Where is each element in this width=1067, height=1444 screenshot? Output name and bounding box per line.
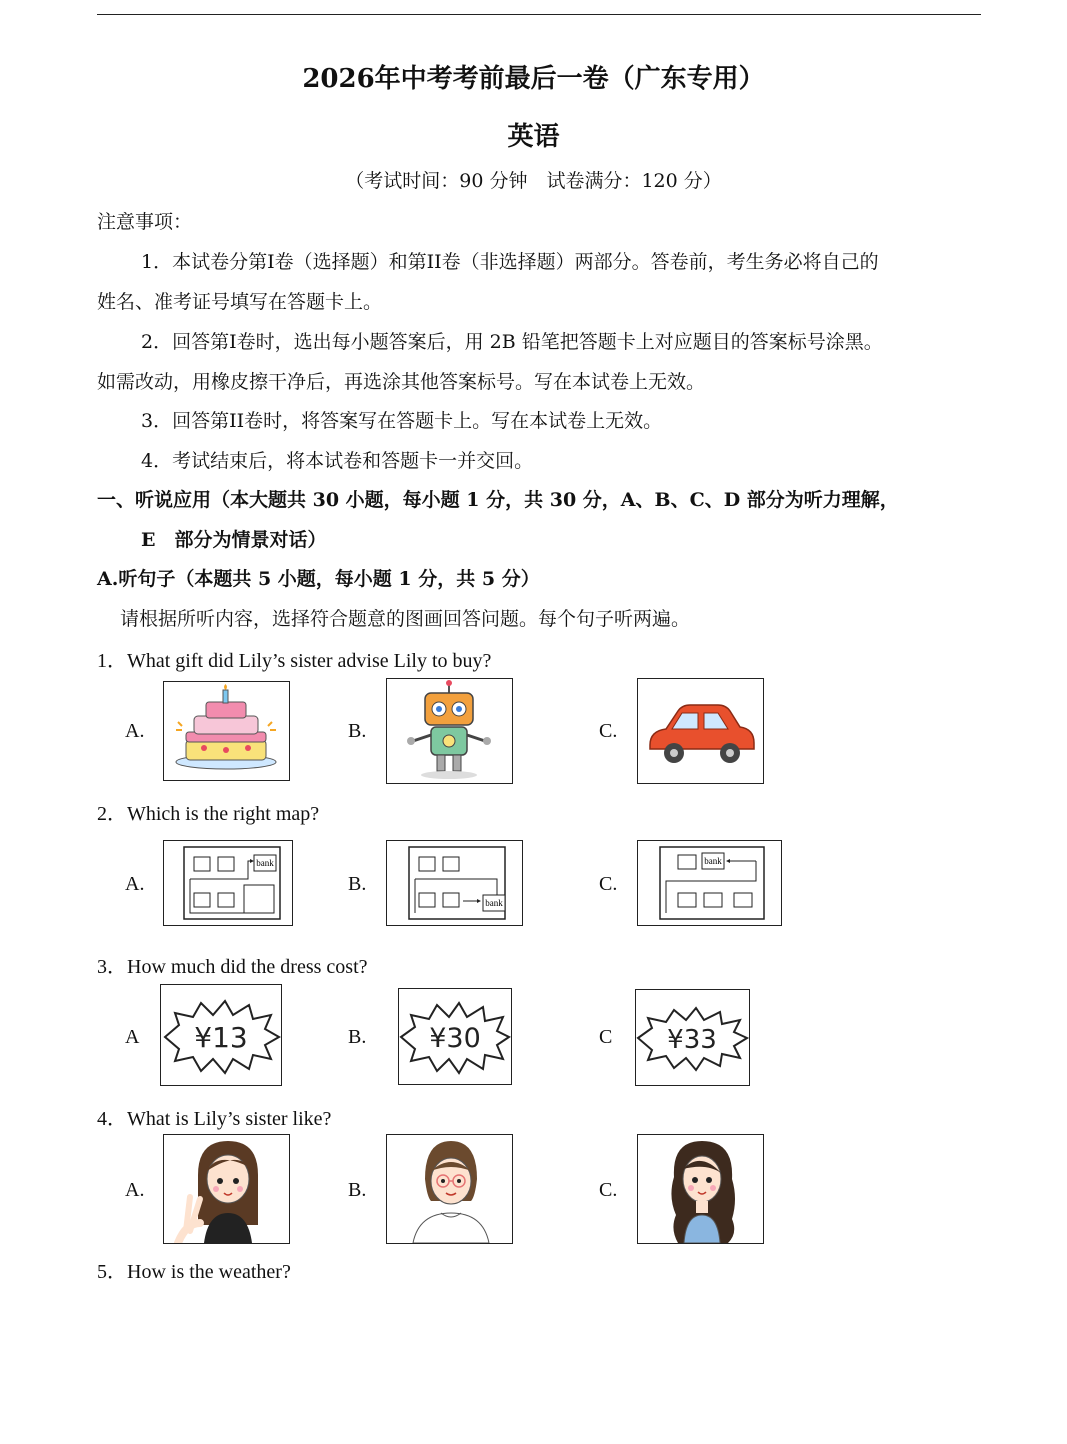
notice-item-4: 4．考试结束后，将本试卷和答题卡一并交回。 (141, 450, 534, 472)
notice-item-2: 2．回答第I卷时，选出每小题答案后，用 2B 铅笔把答题卡上对应题目的答案标号涂黑。 (141, 331, 883, 353)
q1-option-c-label: C. (599, 720, 618, 742)
section-1-heading: 一、听说应用（本大题共 30 小题，每小题 1 分，共 30 分，A、B、C、D 部分为听力理解， (97, 489, 899, 511)
q3-option-a-image[interactable] (160, 984, 282, 1086)
q2-option-c-label: C. (599, 873, 618, 895)
question-2: 2．Which is the right map? (97, 803, 320, 825)
map-a-icon (164, 841, 292, 925)
price-burst-icon (636, 990, 749, 1085)
question-5: 5．How is the weather? (97, 1261, 291, 1283)
price-burst-icon (399, 989, 511, 1084)
price-burst-icon (161, 985, 281, 1085)
notice-item-3: 3．回答第II卷时，将答案写在答题卡上。写在本试卷上无效。 (141, 410, 663, 432)
notice-item-1-cont: 姓名、准考证号填写在答题卡上。 (97, 291, 383, 313)
question-3: 3．How much did the dress cost? (97, 956, 368, 978)
question-1: 1．What gift did Lily’s sister advise Lily to buy? (97, 650, 492, 672)
price-label: ¥13 (194, 1021, 248, 1054)
q2-option-a-image[interactable] (163, 840, 293, 926)
q1-option-b-label: B. (348, 720, 367, 742)
q1-option-a-image[interactable] (163, 681, 290, 781)
birthday-cake-icon (164, 682, 289, 780)
price-label: ¥30 (429, 1023, 481, 1054)
notice-item-2-cont: 如需改动，用橡皮擦干净后，再选涂其他答案标号。写在本试卷上无效。 (97, 371, 706, 393)
q4-option-a-label: A. (125, 1179, 145, 1201)
q4-option-c-label: C. (599, 1179, 618, 1201)
q3-option-c-label: C (599, 1026, 613, 1048)
exam-title: 2026年中考考前最后一卷（广东专用） (302, 64, 765, 94)
map-label-bank: bank (256, 858, 274, 868)
q4-option-a-image[interactable] (163, 1134, 290, 1244)
notice-item-1: 1．本试卷分第I卷（选择题）和第II卷（非选择题）两部分。答卷前，考生务必将自己的 (141, 251, 879, 273)
map-c-icon (638, 841, 781, 925)
part-a-heading: A.听句子（本题共 5 小题，每小题 1 分，共 5 分） (97, 568, 540, 590)
q1-option-a-label: A. (125, 720, 145, 742)
question-4: 4．What is Lily’s sister like? (97, 1108, 332, 1130)
q2-option-c-image[interactable] (637, 840, 782, 926)
map-label-bank: bank (485, 898, 503, 908)
girl-long-wavy-hair-icon (638, 1135, 763, 1243)
part-a-instruction: 请根据所听内容，选择符合题意的图画回答问题。每个句子听两遍。 (120, 608, 691, 630)
q3-option-c-image[interactable] (635, 989, 750, 1086)
girl-short-hair-glasses-icon (387, 1135, 512, 1243)
map-label-bank: bank (704, 856, 722, 866)
q3-option-b-image[interactable] (398, 988, 512, 1085)
girl-long-hair-peace-sign-icon (164, 1135, 289, 1243)
q2-option-a-label: A. (125, 873, 145, 895)
exam-subject: 英语 (507, 122, 560, 152)
map-b-icon (387, 841, 522, 925)
q2-option-b-image[interactable] (386, 840, 523, 926)
toy-car-icon (638, 679, 763, 783)
robot-toy-icon (387, 679, 512, 783)
q3-option-b-label: B. (348, 1026, 367, 1048)
notice-heading: 注意事项： (97, 211, 193, 233)
q4-option-c-image[interactable] (637, 1134, 764, 1244)
exam-time-info: （考试时间：90 分钟 试卷满分：120 分） (345, 170, 722, 192)
q2-option-b-label: B. (348, 873, 367, 895)
price-label: ¥33 (667, 1025, 717, 1055)
q3-option-a-label: A (125, 1026, 140, 1048)
q4-option-b-image[interactable] (386, 1134, 513, 1244)
q4-option-b-label: B. (348, 1179, 367, 1201)
section-1-heading-cont: E 部分为情景对话） (141, 529, 327, 551)
q1-option-b-image[interactable] (386, 678, 513, 784)
top-rule (97, 14, 981, 15)
q1-option-c-image[interactable] (637, 678, 764, 784)
